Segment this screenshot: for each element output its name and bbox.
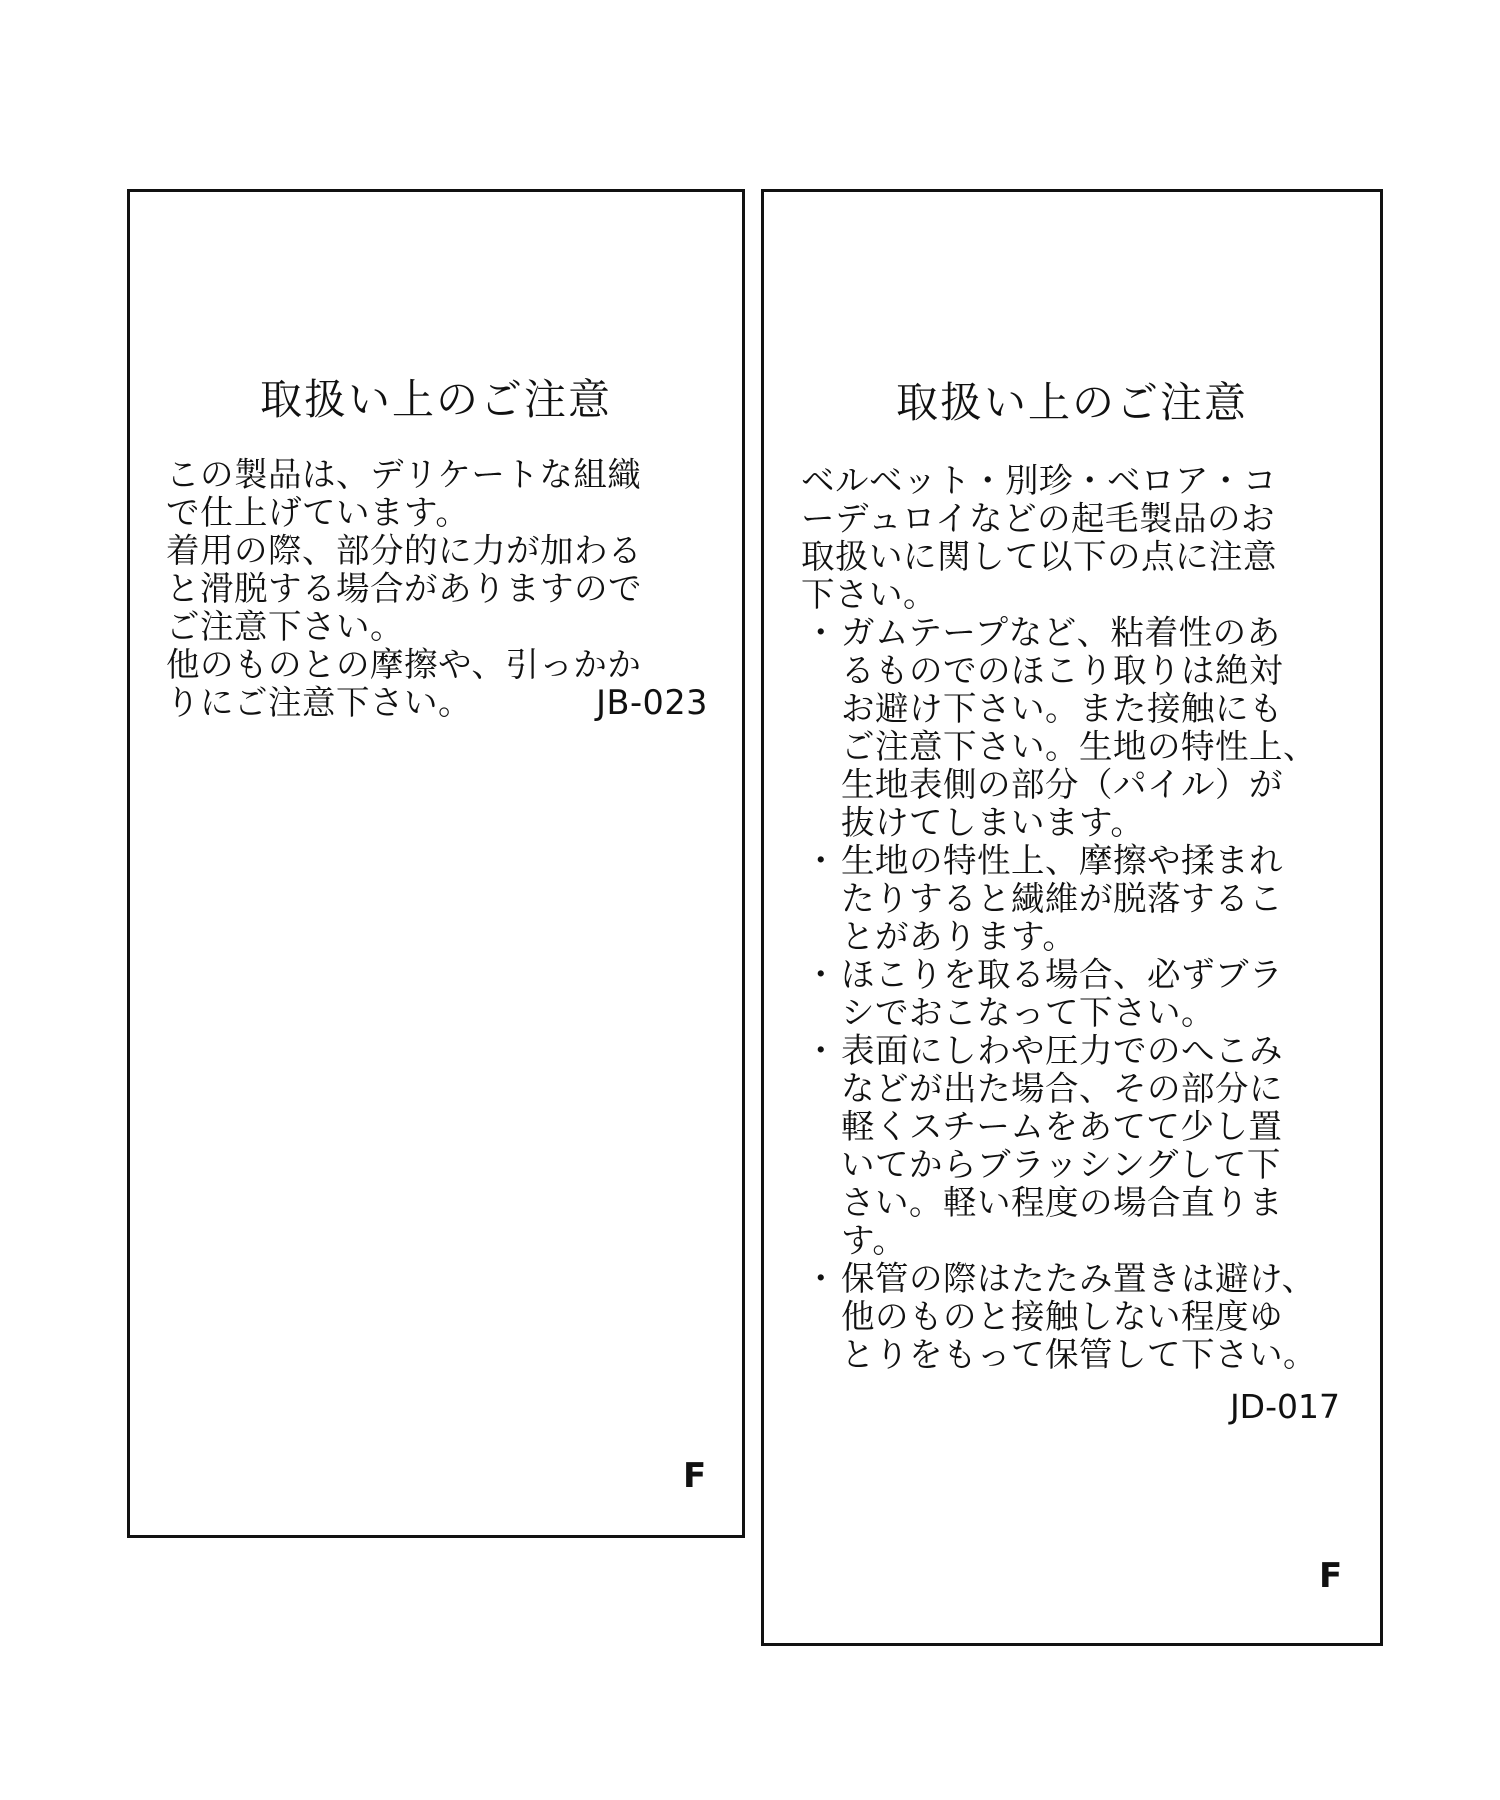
- bullet-item: [801, 1032, 1381, 1260]
- bullet-line: 生地の特性上、摩擦や揉まれ: [841, 841, 1283, 880]
- bullet-line: 軽くスチームをあてて少し置: [841, 1107, 1283, 1146]
- bullet-line: す。: [841, 1221, 907, 1260]
- bullet-line: ガムテープなど、粘着性のあ: [841, 613, 1281, 652]
- bullet-line: 他のものと接触しない程度ゆ: [841, 1297, 1283, 1336]
- bullet-item: [801, 614, 1381, 842]
- label-title: 取扱い上のご注意: [259, 375, 612, 424]
- bullet-line: るものでのほこり取りは絶対: [841, 651, 1283, 690]
- label-code: JD-017: [1229, 1387, 1340, 1426]
- intro-line: ベルベット・別珍・ベロア・コ: [801, 461, 1277, 500]
- label-code: JB-023: [596, 683, 708, 722]
- bullet-line: いてからブラッシングして下: [841, 1145, 1281, 1184]
- bullet-line: ご注意下さい。生地の特性上、: [841, 727, 1317, 766]
- body-line: 着用の際、部分的に力が加わる: [166, 531, 642, 570]
- bullet-line: シでおこなって下さい。: [841, 993, 1215, 1032]
- size-mark: F: [683, 1456, 707, 1496]
- care-label-left: [127, 189, 745, 1538]
- body-last-line: [166, 684, 708, 722]
- bullet-line: さい。軽い程度の場合直りま: [841, 1183, 1283, 1222]
- label-title: 取扱い上のご注意: [895, 378, 1248, 427]
- intro-line: ーデュロイなどの起毛製品のお: [801, 499, 1275, 538]
- bullet-line: 表面にしわや圧力でのへこみ: [841, 1031, 1283, 1070]
- body-line: この製品は、デリケートな組織: [166, 455, 642, 494]
- bullet-dot: ・: [804, 955, 838, 994]
- bullet-line: 生地表側の部分（パイル）が: [841, 765, 1283, 804]
- label-intro: [801, 462, 1371, 614]
- body-line: と滑脱する場合がありますので: [166, 569, 642, 608]
- bullet-line: たりすると繊維が脱落するこ: [841, 879, 1283, 918]
- body-line: 他のものとの摩擦や、引っかか: [166, 645, 642, 684]
- bullet-dot: ・: [804, 613, 838, 652]
- intro-line: 取扱いに関して以下の点に注意: [801, 537, 1277, 576]
- size-mark: F: [1319, 1556, 1343, 1596]
- bullet-dot: ・: [804, 1259, 838, 1298]
- bullet-line: 保管の際はたたみ置きは避け、: [841, 1259, 1316, 1298]
- bullet-item: [801, 956, 1381, 1032]
- bullet-list: [801, 614, 1381, 1374]
- bullet-line: 抜けてしまいます。: [841, 803, 1145, 842]
- bullet-line: ほこりを取る場合、必ずブラ: [841, 955, 1283, 994]
- bullet-item: [801, 1260, 1381, 1374]
- intro-line: 下さい。: [801, 575, 937, 614]
- bullet-line: とりをもって保管して下さい。: [841, 1335, 1317, 1374]
- body-line: ご注意下さい。: [166, 607, 404, 646]
- label-body: [166, 456, 726, 722]
- body-line: りにご注意下さい。: [166, 683, 472, 722]
- bullet-line: などが出た場合、その部分に: [841, 1069, 1283, 1108]
- bullet-line: とがあります。: [841, 917, 1077, 956]
- bullet-dot: ・: [804, 1031, 838, 1070]
- bullet-line: お避け下さい。また接触にも: [841, 689, 1283, 728]
- bullet-item: [801, 842, 1381, 956]
- bullet-dot: ・: [804, 841, 838, 880]
- care-label-right: [761, 189, 1383, 1646]
- body-line: で仕上げています。: [166, 493, 470, 532]
